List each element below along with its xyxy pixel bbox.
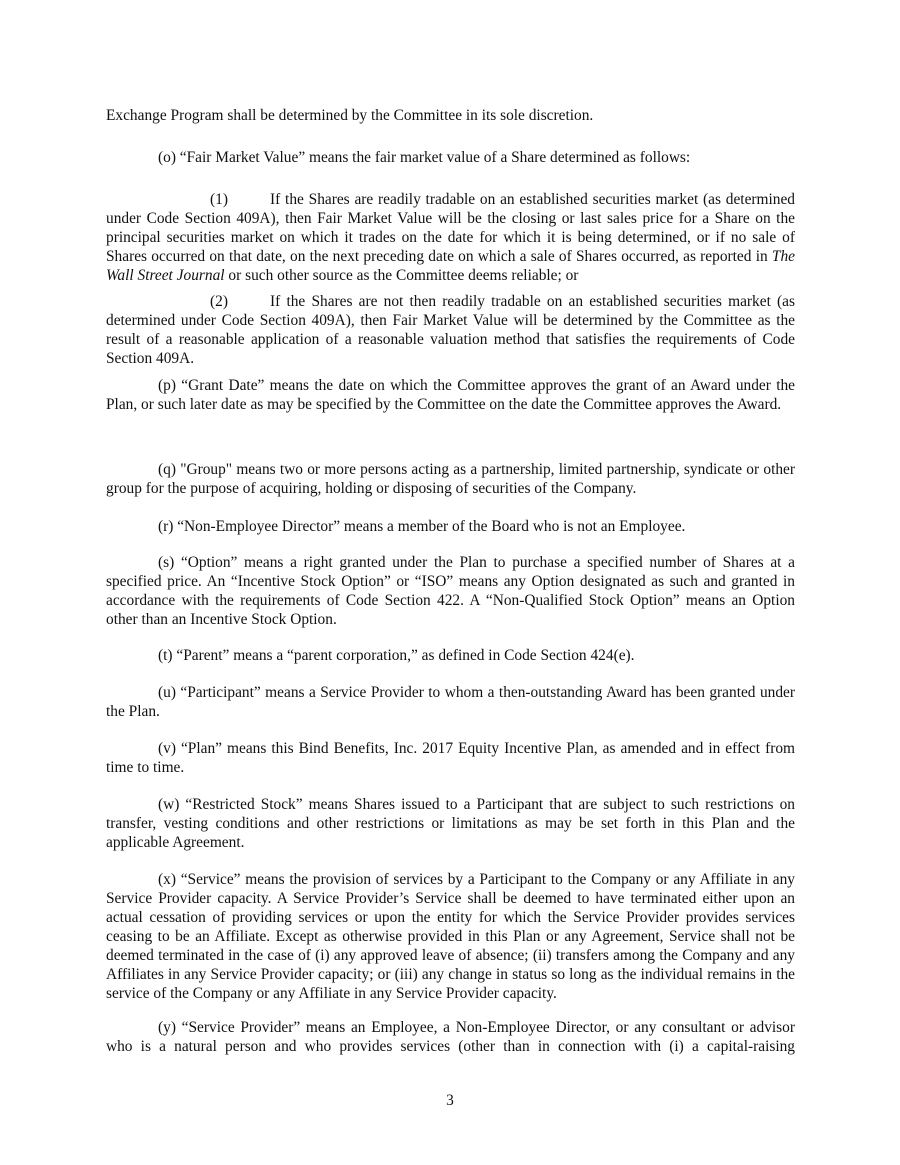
- definition-w: (w) “Restricted Stock” means Shares issued to a Participant that are subject to such restrictions on transfer, vesting conditions and other restrictions or limitations as may be set forth in this Plan and the applicable Agreement.: [106, 796, 795, 851]
- intro-text: Exchange Program shall be determined by the Committee in its sole discretion.: [106, 107, 594, 124]
- definition-o-1: [106, 190, 795, 285]
- clause-number: (2): [210, 293, 228, 310]
- clause-text: If the Shares are not then readily tradable on an established securities market (as determined under Code Section 409A), then Fair Market Value will be determined by the Committee as the result of a reasonable application of a reasonable valuation method that satisfies the requirements of Code Section 409A.: [106, 293, 795, 367]
- clause-text: or such other source as the Committee deems reliable; or: [224, 267, 579, 284]
- definition-t: (t) “Parent” means a “parent corporation,” as defined in Code Section 424(e).: [158, 647, 635, 664]
- definition-u: (u) “Participant” means a Service Provider to whom a then-outstanding Award has been granted under the Plan.: [106, 684, 795, 720]
- definition-o-2: [106, 292, 795, 368]
- definition-r: (r) “Non-Employee Director” means a member of the Board who is not an Employee.: [158, 518, 686, 535]
- clause-number: (1): [210, 191, 228, 208]
- publication-title: The Wall Street Journal: [106, 248, 795, 284]
- page-number: 3: [446, 1092, 454, 1109]
- definition-s: (s) “Option” means a right granted under the Plan to purchase a specified number of Shares at a specified price. An “Incentive Stock Option” or “ISO” means any Option designated as such and granted in accordance with the requirements of Code Section 422. A “Non-Qualified Stock Option” means an Option other than an Incentive Stock Option.: [106, 554, 795, 628]
- definition-v: (v) “Plan” means this Bind Benefits, Inc. 2017 Equity Incentive Plan, as amended and in effect from time to time.: [106, 740, 795, 776]
- definition-o: (o) “Fair Market Value” means the fair market value of a Share determined as follows:: [158, 149, 691, 166]
- definition-q: (q) "Group" means two or more persons acting as a partnership, limited partnership, syndicate or other group for the purpose of acquiring, holding or disposing of securities of the Company.: [106, 461, 795, 497]
- definition-y: (y) “Service Provider” means an Employee, a Non-Employee Director, or any consultant or advisor who is a natural person and who provides services (other than in connection with (i) a capital-raising: [106, 1019, 795, 1055]
- clause-text: If the Shares are readily tradable on an established securities market (as determined under Code Section 409A), then Fair Market Value will be the closing or last sales price for a Share on the principal securities market on which it trades on the date for which it is being determined, or if no sale of Shares occurred on that date, on the next preceding date on which a sale of Shares occurred, as reported in: [106, 191, 795, 265]
- definition-x: (x) “Service” means the provision of services by a Participant to the Company or any Affiliate in any Service Provider capacity. A Service Provider’s Service shall be deemed to have terminated either upon an actual cessation of providing services or upon the entity for which the Service Provider provides services ceasing to be an Affiliate. Except as otherwise provided in this Plan or any Agreement, Service shall not be deemed terminated in the case of (i) any approved leave of absence; (ii) transfers among the Company and any Affiliates in any Service Provider capacity; or (iii) any change in status so long as the individual remains in the service of the Company or any Affiliate in any Service Provider capacity.: [106, 871, 795, 1002]
- definition-p: (p) “Grant Date” means the date on which the Committee approves the grant of an Award under the Plan, or such later date as may be specified by the Committee on the date the Committee approves the Award.: [106, 377, 795, 413]
